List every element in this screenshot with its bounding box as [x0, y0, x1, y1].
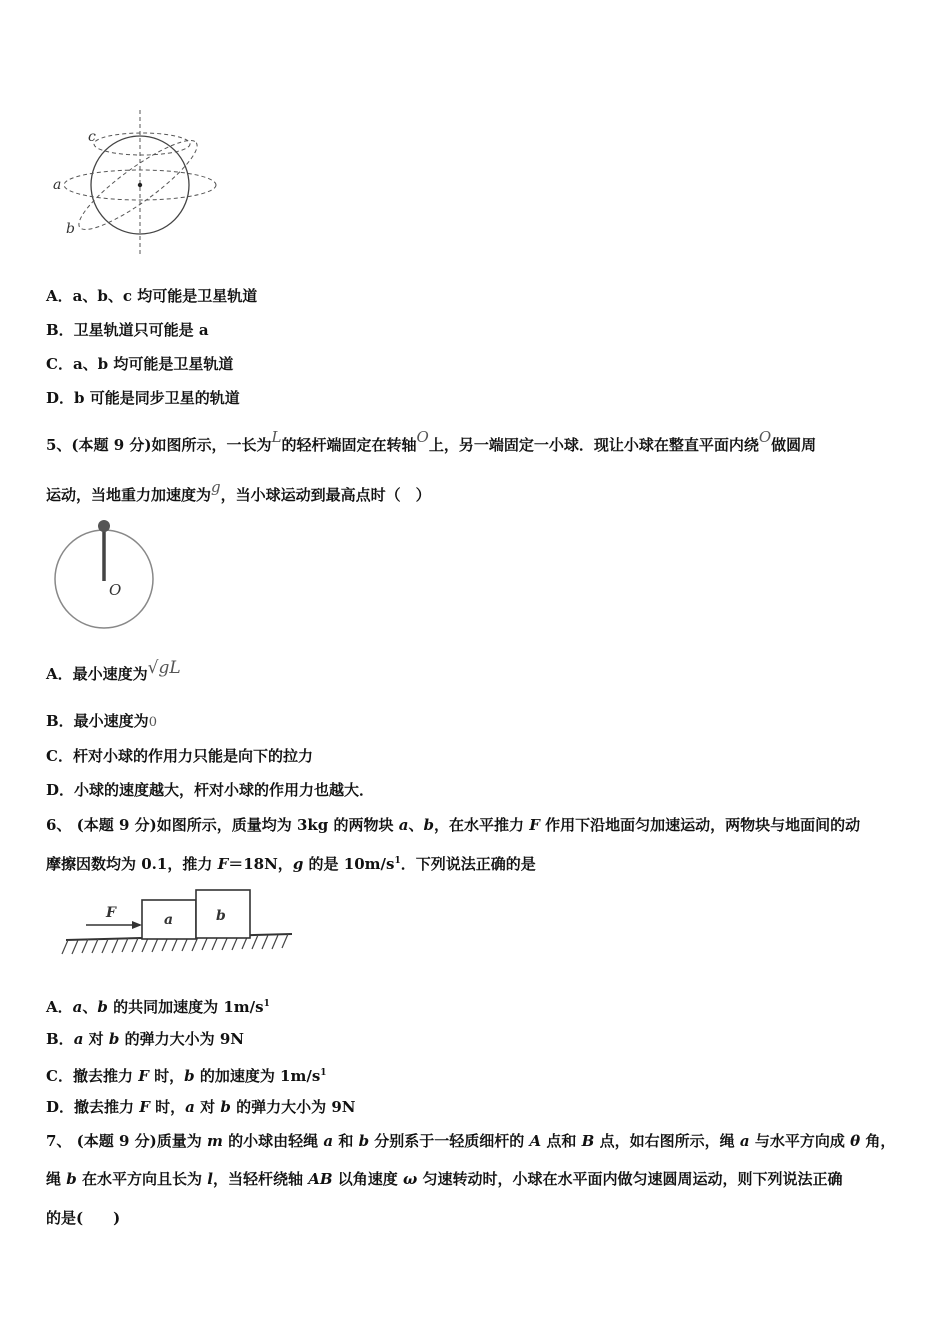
q5-stem-line1: 5、(本题 9 分)如图所示，一长为L的轻杆端固定在转轴O上，另一端固定一小球．现让小球在整直平面内绕O做圆周 — [46, 428, 817, 454]
q7-stem-line3: 的是( ) — [46, 1209, 121, 1227]
orbit-figure — [50, 108, 230, 258]
q5-option-c: C．杆对小球的作用力只能是向下的拉力 — [46, 747, 313, 765]
blocks-figure — [44, 882, 296, 968]
label-c: c — [88, 129, 96, 145]
q6-option-b: B．a 对 b 的弹力大小为 9N — [46, 1030, 245, 1048]
label-b: b — [66, 221, 75, 237]
q6-option-c: C．撤去推力 F 时，b 的加速度为 $1m/s^1$ — [46, 1067, 327, 1085]
q5-stem-line2: 运动，当地重力加速度为g，当小球运动到最高点时（ ） — [46, 478, 431, 504]
label-f: F — [106, 905, 116, 921]
q6-stem-line2: 摩擦因数均为 0.1，推力 F＝18N，g 的是 $10m/s^1$．下列说法正确的是 — [46, 855, 536, 873]
q6-option-a: A．a、b 的共同加速度为 $1m/s^1$ — [46, 998, 270, 1016]
q6-option-d: D．撤去推力 F 时，a 对 b 的弹力大小为 9N — [46, 1098, 356, 1116]
q4-option-b: B．卫星轨道只可能是 a — [46, 321, 209, 339]
label-a: a — [53, 177, 62, 193]
q4-option-d: D．b 可能是同步卫星的轨道 — [46, 389, 240, 407]
rod-circle-figure — [52, 515, 158, 633]
q6-stem-line1: 6、 (本题 9 分)如图所示，质量均为 3kg 的两物块 a、b，在水平推力 F 作用下沿地面匀加速运动，两物块与地面间的动 — [46, 816, 861, 834]
q7-stem-line1: 7、 (本题 9 分)质量为 m 的小球由轻绳 a 和 b 分别系于一轻质细杆的 A 点和 B 点，如右图所示，绳 a 与水平方向成 θ 角， — [46, 1132, 896, 1150]
sqrt-gl-math: √gL — [147, 658, 181, 678]
label-block-b: b — [216, 908, 226, 924]
q5-option-a: A．最小速度为√gL — [46, 658, 181, 683]
label-block-a: a — [164, 912, 174, 928]
q4-option-a: A．a、b、c 均可能是卫星轨道 — [46, 287, 258, 305]
q4-option-c: C．a、b 均可能是卫星轨道 — [46, 355, 234, 373]
q5-option-b: B．最小速度为0 — [46, 712, 157, 730]
label-o: O — [109, 581, 122, 599]
q7-stem-line2: 绳 b 在水平方向且长为 l，当轻杆绕轴 AB 以角速度 ω 匀速转动时，小球在水平面内做匀速圆周运动，则下列说法正确 — [46, 1170, 843, 1188]
q5-option-d: D．小球的速度越大，杆对小球的作用力也越大． — [46, 781, 375, 799]
